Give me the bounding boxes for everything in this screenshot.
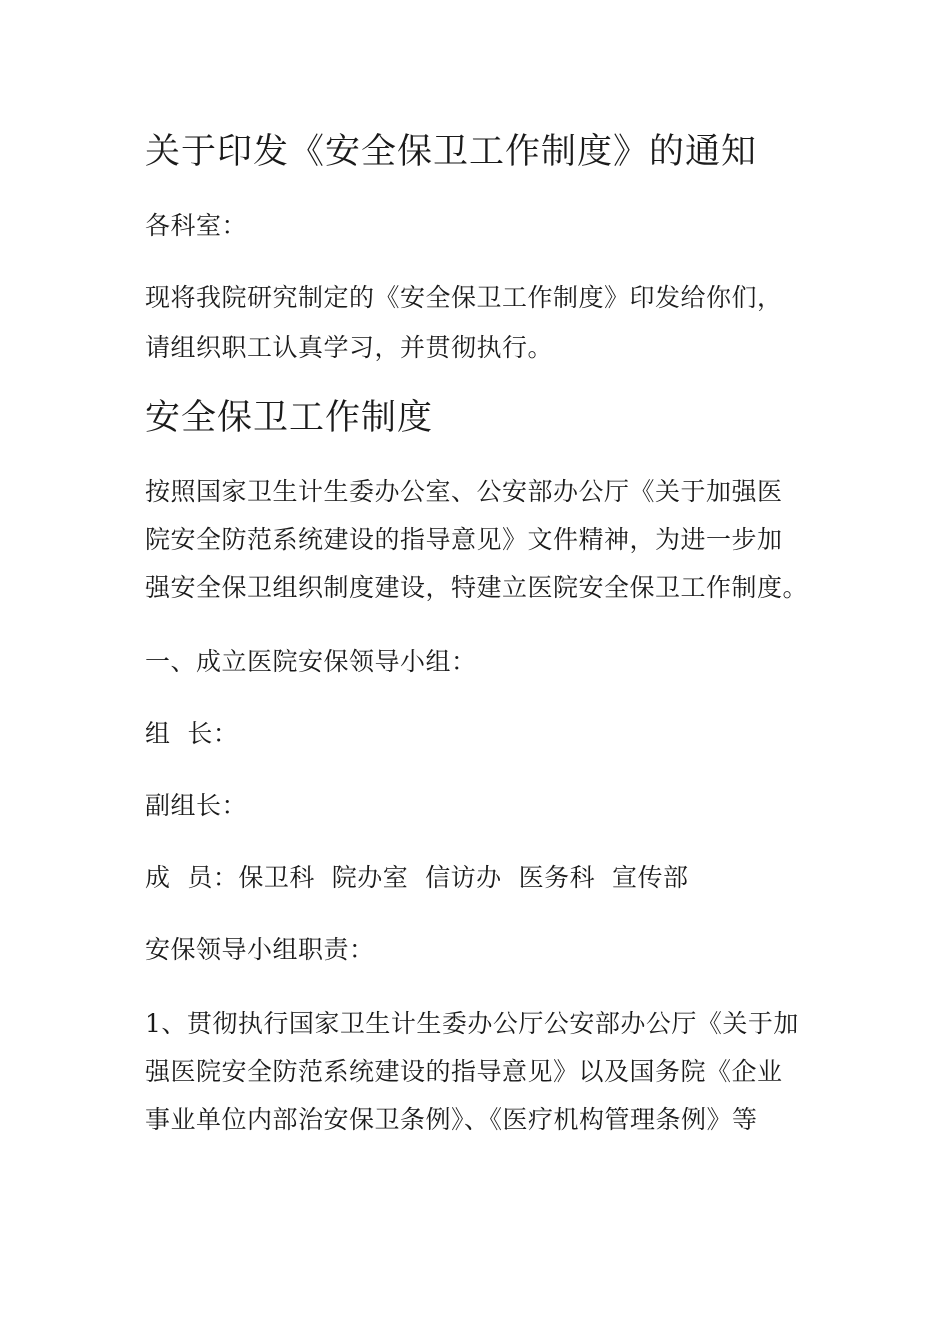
leader-line: 组 长： xyxy=(145,719,239,748)
intro-line-1: 按照国家卫生计生委办公室、公安部办公厅《关于加强医 xyxy=(145,477,783,506)
section-title: 安全保卫工作制度 xyxy=(145,398,434,438)
members-line: 成 员：保卫科 院办室 信访办 医务科 宣传部 xyxy=(145,863,689,892)
notice-line-2: 请组织职工认真学习，并贯彻执行。 xyxy=(145,333,554,362)
item-one-heading: 一、成立医院安保领导小组： xyxy=(145,647,477,676)
intro-line-2: 院安全防范系统建设的指导意见》文件精神，为进一步加 xyxy=(145,525,783,554)
notice-line-1: 现将我院研究制定的《安全保卫工作制度》印发给你们， xyxy=(145,283,783,312)
intro-line-3: 强安全保卫组织制度建设，特建立医院安全保卫工作制度。 xyxy=(145,573,809,602)
duty-one-line-3: 事业单位内部治安保卫条例》、《医疗机构管理条例》等 xyxy=(145,1105,758,1134)
salutation: 各科室： xyxy=(145,211,248,240)
duties-heading: 安保领导小组职责： xyxy=(145,935,375,964)
deputy-leader-line: 副组长： xyxy=(145,791,248,820)
duty-one-line-1: 1、贯彻执行国家卫生计生委办公厅公安部办公厅《关于加 xyxy=(145,1009,799,1038)
duty-one-line-2: 强医院安全防范系统建设的指导意见》以及国务院《企业 xyxy=(145,1057,783,1086)
document-title: 关于印发《安全保卫工作制度》的通知 xyxy=(145,132,758,172)
